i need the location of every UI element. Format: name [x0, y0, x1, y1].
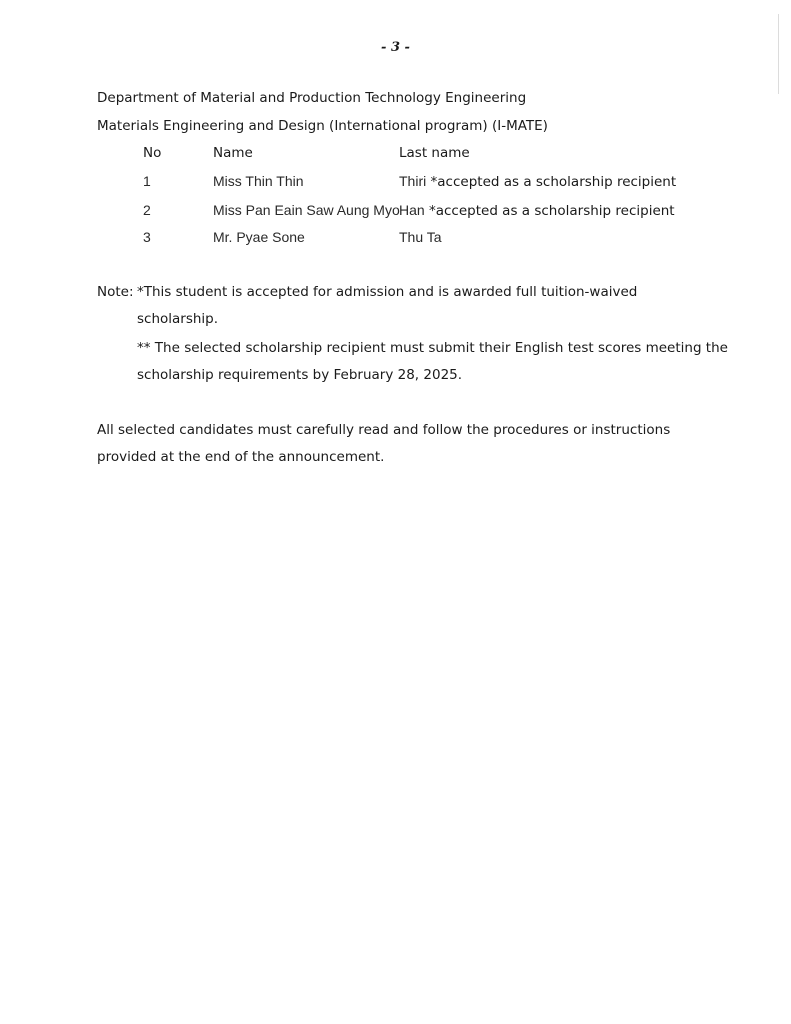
row-3-no: 3: [143, 229, 151, 245]
note-line-4: scholarship requirements by February 28, 2025.: [137, 367, 463, 383]
header-name: Name: [213, 145, 253, 161]
department-heading: Department of Material and Production Technology Engineering: [97, 90, 527, 106]
row-1-no: 1: [143, 173, 151, 189]
note-line-2: scholarship.: [137, 311, 219, 327]
closing-line-1: All selected candidates must carefully read and follow the procedures or instructions: [97, 422, 671, 438]
row-3-name: Mr. Pyae Sone: [213, 229, 305, 245]
header-last-name: Last name: [399, 145, 470, 161]
note-line-3: ** The selected scholarship recipient must submit their English test scores meeting the: [137, 340, 728, 356]
row-3-last-name: Thu Ta: [399, 229, 442, 245]
page-number: - 3 -: [381, 40, 410, 55]
row-2-note: *accepted as a scholarship recipient: [428, 203, 675, 219]
header-no: No: [143, 145, 162, 161]
note-label: Note:: [97, 284, 134, 300]
closing-line-2: provided at the end of the announcement.: [97, 449, 385, 465]
row-2-name: Miss Pan Eain Saw Aung Myo: [213, 202, 400, 218]
row-1-name: Miss Thin Thin: [213, 173, 304, 189]
row-1-note: *accepted as a scholarship recipient: [430, 174, 677, 190]
row-1-last-name: Thiri: [399, 173, 427, 189]
row-1-last-name-cell: [399, 173, 676, 190]
program-heading: Materials Engineering and Design (International program) (I-MATE): [97, 118, 548, 134]
row-2-last-name: Han: [399, 202, 425, 218]
row-2-last-name-cell: [399, 202, 675, 219]
row-2-no: 2: [143, 202, 151, 218]
note-line-1: *This student is accepted for admission and is awarded full tuition-waived: [137, 284, 638, 300]
